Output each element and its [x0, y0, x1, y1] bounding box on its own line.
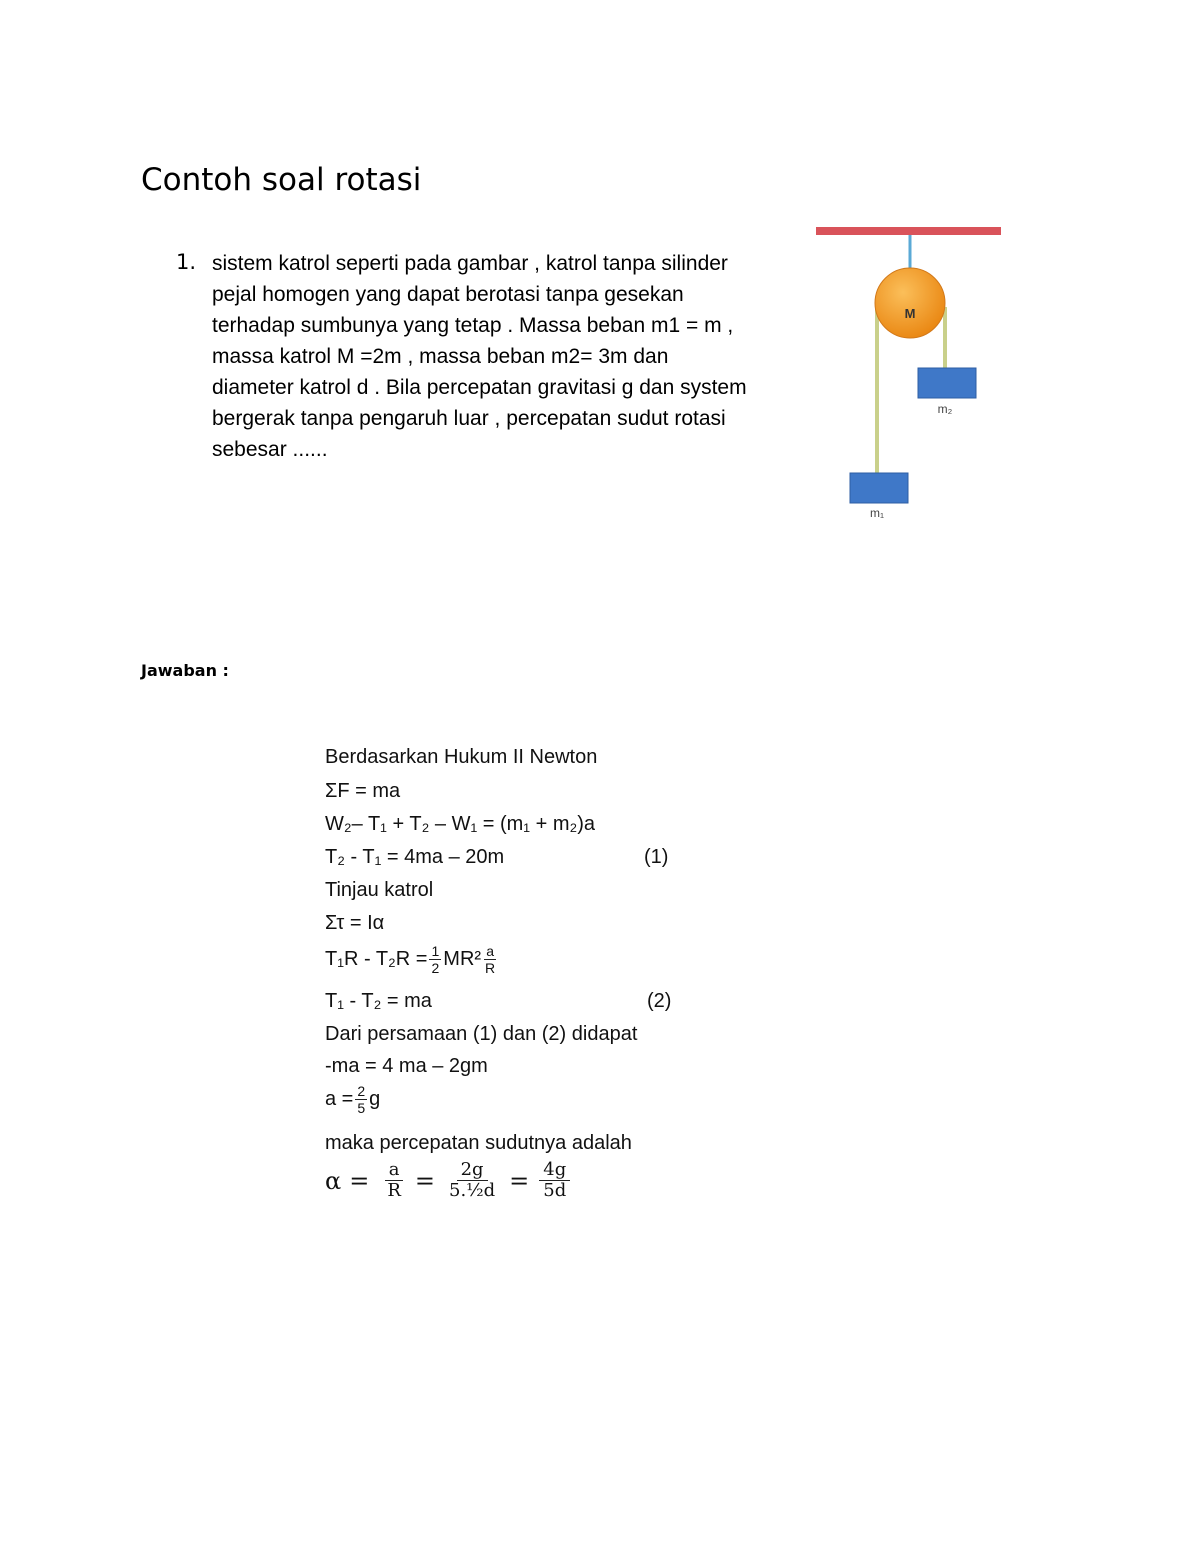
pulley-diagram	[800, 215, 1020, 525]
question-line: sebesar ......	[212, 438, 328, 461]
fraction-a-over-r-final	[383, 1160, 405, 1201]
solution-line-acceleration	[325, 1083, 380, 1116]
mass-m2	[918, 368, 976, 398]
fraction-numerator: 4g	[539, 1160, 570, 1181]
solution-line-torque	[325, 943, 499, 976]
equation-number: (1)	[644, 846, 669, 868]
alpha-symbol: α	[325, 1166, 342, 1195]
acceleration-g: g	[369, 1088, 381, 1110]
solution-line: T₁ - T₂ = ma	[325, 990, 432, 1012]
solution-line: Tinjau katrol	[325, 879, 434, 901]
question-number: 1.	[176, 250, 197, 274]
mass-m1-label: m₁	[869, 506, 885, 520]
fraction-numerator: 1	[431, 943, 440, 959]
fraction-denominator: R	[485, 960, 496, 976]
fraction-4g-over-5d	[539, 1160, 570, 1201]
solution-line: -ma = 4 ma – 2gm	[325, 1055, 488, 1077]
mass-m1	[850, 473, 908, 503]
acceleration-lhs: a =	[325, 1088, 354, 1110]
equals-sign: =	[414, 1166, 435, 1195]
fraction-half	[429, 943, 441, 976]
ceiling-bar	[816, 227, 1001, 235]
question-line: sistem katrol seperti pada gambar , katrol tanpa silinder	[212, 252, 728, 275]
fraction-a-over-r	[483, 943, 497, 976]
fraction-denominator: 5.½d	[449, 1180, 496, 1201]
question-text	[212, 248, 772, 465]
solution-line: W₂– T₁ + T₂ – W₁ = (m₁ + m₂)a	[325, 813, 596, 835]
solution-line: maka percepatan sudutnya adalah	[325, 1132, 632, 1154]
fraction-2g-over-half-d	[445, 1160, 499, 1201]
question-line: pejal homogen yang dapat berotasi tanpa gesekan	[212, 283, 684, 306]
pulley-label: M	[904, 306, 916, 321]
torque-inertia: MR²	[443, 948, 482, 970]
equation-number: (2)	[647, 990, 672, 1012]
fraction-denominator: 5	[357, 1100, 366, 1116]
solution-line: Στ = Iα	[325, 912, 385, 934]
fraction-numerator: a	[385, 1160, 404, 1181]
question-line: terhadap sumbunya yang tetap . Massa beban m1 = m ,	[212, 314, 734, 337]
question-line: diameter katrol d . Bila percepatan gravitasi g dan system	[212, 376, 747, 399]
answer-label: Jawaban :	[141, 661, 229, 680]
pulley-wheel	[875, 268, 945, 338]
fraction-numerator: 2g	[457, 1160, 488, 1181]
solution-line: T₂ - T₁ = 4ma – 20m	[325, 846, 505, 868]
fraction-numerator: a	[486, 943, 494, 959]
solution-line: Dari persamaan (1) dan (2) didapat	[325, 1023, 638, 1045]
fraction-denominator: 2	[431, 960, 440, 976]
page-title: Contoh soal rotasi	[141, 162, 422, 198]
mass-m2-label: m₂	[937, 402, 953, 416]
fraction-denominator: R	[387, 1180, 401, 1201]
solution-line: Berdasarkan Hukum II Newton	[325, 746, 598, 768]
equals-sign: =	[349, 1166, 370, 1195]
torque-lhs: T₁R - T₂R =	[325, 948, 428, 970]
solution-line: ΣF = ma	[325, 780, 401, 802]
fraction-denominator: 5d	[543, 1180, 567, 1201]
fraction-numerator: 2	[357, 1083, 366, 1099]
question-line: massa katrol M =2m , massa beban m2= 3m dan	[212, 345, 669, 368]
fraction-two-fifths	[355, 1083, 367, 1116]
angular-acceleration-equation	[325, 1160, 576, 1201]
equals-sign: =	[509, 1166, 530, 1195]
question-line: bergerak tanpa pengaruh luar , percepatan sudut rotasi	[212, 407, 726, 430]
